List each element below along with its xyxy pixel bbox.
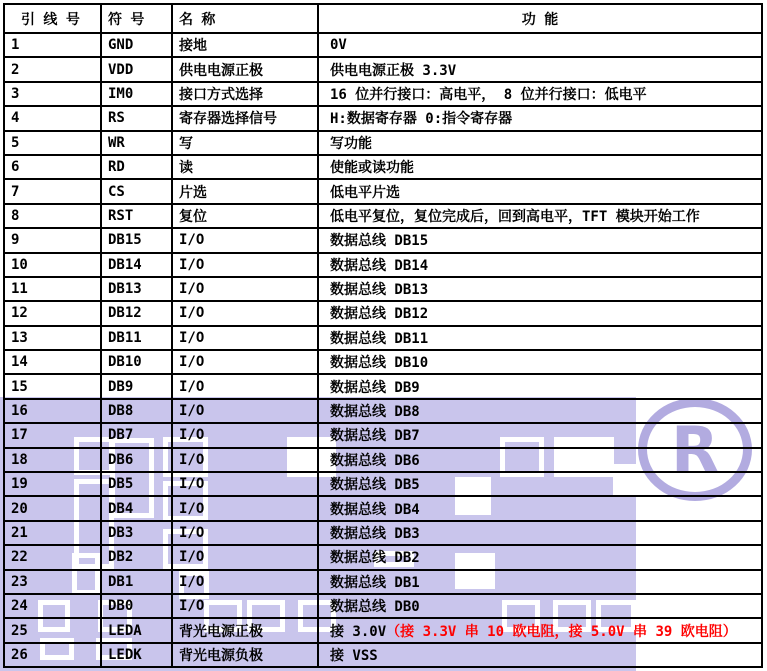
pin-function: [318, 570, 762, 594]
header-function: 功 能: [318, 4, 762, 33]
pin-symbol: DB10: [101, 350, 172, 374]
table-row: [4, 472, 762, 496]
pin-function-text: 接 VSS: [330, 647, 378, 664]
pin-symbol: RD: [101, 155, 172, 179]
pin-function: [318, 301, 762, 325]
pin-number: 6: [4, 155, 101, 179]
pin-name: I/O: [172, 545, 318, 569]
pin-function: [318, 545, 762, 569]
pin-name: 供电电源正极: [172, 57, 318, 81]
header-row: [4, 4, 762, 33]
pin-symbol: LEDA: [101, 618, 172, 642]
pin-symbol: DB11: [101, 326, 172, 350]
table-row: [4, 228, 762, 252]
pin-number: 19: [4, 472, 101, 496]
pin-number: 26: [4, 643, 101, 667]
pin-symbol: DB9: [101, 374, 172, 398]
pin-name: I/O: [172, 594, 318, 618]
pin-function: [318, 131, 762, 155]
pin-number: 24: [4, 594, 101, 618]
pin-number: 7: [4, 179, 101, 203]
table-row: [4, 33, 762, 57]
pin-symbol: RST: [101, 204, 172, 228]
pin-symbol: DB4: [101, 496, 172, 520]
pin-symbol: DB6: [101, 448, 172, 472]
header-name: 名 称: [172, 4, 318, 33]
pin-name: I/O: [172, 374, 318, 398]
table-row: [4, 106, 762, 130]
pin-number: 3: [4, 82, 101, 106]
table-row: [4, 399, 762, 423]
table-row: [4, 374, 762, 398]
pin-function: [318, 448, 762, 472]
pin-function-text: 数据总线 DB12: [330, 306, 429, 323]
pin-name: I/O: [172, 350, 318, 374]
pin-function: [318, 204, 762, 228]
pin-function-text: 供电电源正极 3.3V: [330, 62, 457, 79]
pin-function-text: 数据总线 DB2: [330, 550, 420, 567]
table-row: [4, 521, 762, 545]
pin-function-text: H:数据寄存器 0:指令寄存器: [330, 111, 513, 128]
header-symbol: 符 号: [101, 4, 172, 33]
pin-number: 14: [4, 350, 101, 374]
pin-function: [318, 277, 762, 301]
registered-trademark-letter: R: [671, 412, 719, 486]
pin-name: I/O: [172, 326, 318, 350]
pin-function: [318, 472, 762, 496]
pin-name: I/O: [172, 496, 318, 520]
pin-name: 接口方式选择: [172, 82, 318, 106]
pin-name: I/O: [172, 570, 318, 594]
header-pin-number: 引 线 号: [4, 4, 101, 33]
pin-function-text: 数据总线 DB5: [330, 477, 420, 494]
pin-number: 23: [4, 570, 101, 594]
pin-name: 背光电源负极: [172, 643, 318, 667]
table-row: [4, 179, 762, 203]
pin-name: I/O: [172, 399, 318, 423]
pin-number: 11: [4, 277, 101, 301]
pin-function-text: 使能或读功能: [330, 160, 414, 177]
pin-number: 9: [4, 228, 101, 252]
pin-number: 18: [4, 448, 101, 472]
table-row: [4, 496, 762, 520]
pin-name: 片选: [172, 179, 318, 203]
table-row: [4, 423, 762, 447]
pin-function-text: 低电平复位，复位完成后，回到高电平，TFT 模块开始工作: [330, 208, 700, 225]
pin-function-text: 数据总线 DB14: [330, 257, 429, 274]
pin-name: I/O: [172, 423, 318, 447]
table-row: [4, 131, 762, 155]
table-row: [4, 545, 762, 569]
pin-function: [318, 57, 762, 81]
pin-symbol: DB1: [101, 570, 172, 594]
pin-function-text: 数据总线 DB6: [330, 452, 420, 469]
pin-symbol: RS: [101, 106, 172, 130]
table-row: [4, 570, 762, 594]
pin-number: 4: [4, 106, 101, 130]
table-row: [4, 155, 762, 179]
pin-symbol: DB2: [101, 545, 172, 569]
pin-symbol: DB5: [101, 472, 172, 496]
pin-number: 8: [4, 204, 101, 228]
pin-number: 2: [4, 57, 101, 81]
pin-function-text: 数据总线 DB1: [330, 574, 420, 591]
pin-function-text: 数据总线 DB13: [330, 282, 429, 299]
pin-function: [318, 155, 762, 179]
pin-function: [318, 399, 762, 423]
pin-function-text: 数据总线 DB9: [330, 379, 420, 396]
pin-name: I/O: [172, 277, 318, 301]
pin-number: 22: [4, 545, 101, 569]
pin-function-text: 数据总线 DB10: [330, 355, 429, 372]
table-row: [4, 594, 762, 618]
pin-name: I/O: [172, 253, 318, 277]
pin-function-text: 写功能: [330, 135, 372, 152]
pin-name: I/O: [172, 448, 318, 472]
pin-name: 寄存器选择信号: [172, 106, 318, 130]
pin-function-text: 0V: [330, 37, 347, 54]
pin-function: [318, 521, 762, 545]
table-row: [4, 643, 762, 667]
pin-function: [318, 228, 762, 252]
pin-name: 复位: [172, 204, 318, 228]
table-row: [4, 350, 762, 374]
pin-name: I/O: [172, 301, 318, 325]
pin-symbol: VDD: [101, 57, 172, 81]
pin-name: 接地: [172, 33, 318, 57]
pin-symbol: CS: [101, 179, 172, 203]
pin-function: [318, 253, 762, 277]
pin-function: [318, 594, 762, 618]
pin-name: I/O: [172, 521, 318, 545]
pin-function: [318, 618, 762, 642]
pin-function: [318, 106, 762, 130]
pin-symbol: DB8: [101, 399, 172, 423]
pin-function: [318, 33, 762, 57]
pin-function-note-red: （接 3.3V 串 10 欧电阻，接 5.0V 串 39 欧电阻）: [386, 623, 737, 640]
pin-number: 1: [4, 33, 101, 57]
table-body: [4, 33, 762, 667]
table-row: [4, 204, 762, 228]
pin-number: 20: [4, 496, 101, 520]
pin-function-text: 数据总线 DB7: [330, 428, 420, 445]
pin-number: 21: [4, 521, 101, 545]
table-row: [4, 618, 762, 642]
pin-number: 5: [4, 131, 101, 155]
pin-symbol: DB0: [101, 594, 172, 618]
pin-symbol: DB13: [101, 277, 172, 301]
table-row: [4, 301, 762, 325]
table-row: [4, 326, 762, 350]
table-row: [4, 82, 762, 106]
pin-symbol: WR: [101, 131, 172, 155]
pin-function: [318, 423, 762, 447]
pin-definition-table: [3, 3, 763, 668]
pin-name: 写: [172, 131, 318, 155]
pin-symbol: GND: [101, 33, 172, 57]
pin-function-text: 数据总线 DB4: [330, 501, 420, 518]
pin-symbol: LEDK: [101, 643, 172, 667]
pin-function-text: 16 位并行接口：高电平， 8 位并行接口：低电平: [330, 86, 647, 103]
table-row: [4, 277, 762, 301]
pin-function-text: 低电平片选: [330, 184, 400, 201]
pin-function: [318, 643, 762, 667]
pin-symbol: DB12: [101, 301, 172, 325]
pin-name: I/O: [172, 472, 318, 496]
pin-function: [318, 179, 762, 203]
pin-function-text: 数据总线 DB15: [330, 233, 429, 250]
table-header: [4, 4, 762, 33]
pin-number: 15: [4, 374, 101, 398]
pin-function: [318, 82, 762, 106]
pin-number: 10: [4, 253, 101, 277]
pin-symbol: DB15: [101, 228, 172, 252]
pin-name: 背光电源正极: [172, 618, 318, 642]
pin-symbol: DB14: [101, 253, 172, 277]
pin-symbol: DB7: [101, 423, 172, 447]
pin-name: 读: [172, 155, 318, 179]
table-row: [4, 253, 762, 277]
pin-function-text: 数据总线 DB3: [330, 526, 420, 542]
pin-number: 12: [4, 301, 101, 325]
pin-function-text: 数据总线 DB11: [330, 330, 429, 347]
pin-number: 16: [4, 399, 101, 423]
pin-number: 25: [4, 618, 101, 642]
pin-name: I/O: [172, 228, 318, 252]
pin-function-text: 数据总线 DB0: [330, 599, 420, 616]
table-row: [4, 57, 762, 81]
pin-function-text: 接 3.0V: [330, 623, 387, 640]
pin-number: 13: [4, 326, 101, 350]
table-row: [4, 448, 762, 472]
pin-function-text: 数据总线 DB8: [330, 404, 420, 421]
pin-function: [318, 496, 762, 520]
pin-function: [318, 350, 762, 374]
pin-number: 17: [4, 423, 101, 447]
pin-symbol: IM0: [101, 82, 172, 106]
pin-function: [318, 326, 762, 350]
pin-function: [318, 374, 762, 398]
pin-symbol: DB3: [101, 521, 172, 545]
